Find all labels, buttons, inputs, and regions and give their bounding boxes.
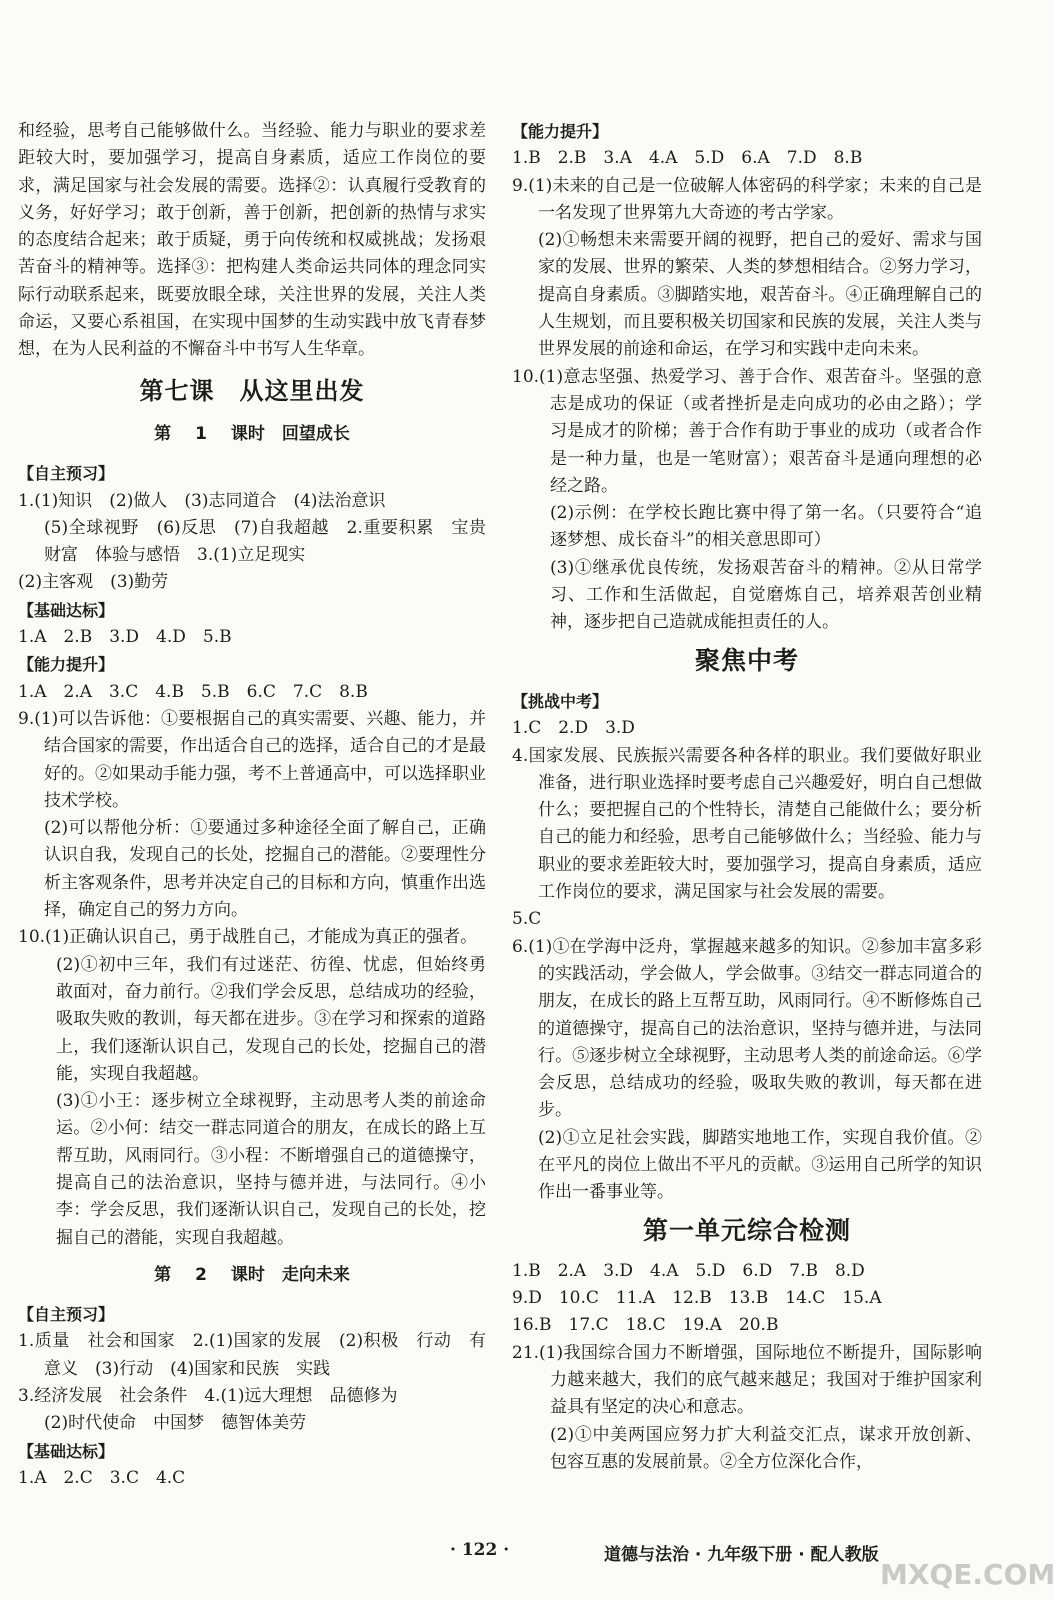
focus-title: 聚焦中考 <box>694 645 799 675</box>
section-label-nengli: 【能力提升】 <box>18 655 115 675</box>
answer-paragraph: (2)①中美两国应努力扩大利益交汇点，谋求开放创新、包容互惠的发展前景。②全方位深化合作， <box>550 1424 982 1472</box>
answer-line: (2)主客观 (3)勤劳 <box>18 572 169 593</box>
section-label-zizhu: 【自主预习】 <box>18 1305 115 1325</box>
answer-line: (5)全球视野 (6)反思 (7)自我超越 2.重要积累 宝贵财富 体验与感悟 3.(1)立足现实 <box>44 517 486 566</box>
answer-paragraph: 9.(1)未来的自己是一位破解人体密码的科学家；未来的自己是一名发现了世界第九大奇迹的考古学家。 <box>512 175 982 223</box>
answer-paragraph: (2)①畅想未来需要开阔的视野，把自己的爱好、需求与国家的发展、世界的繁荣、人类的梦想相结合。②努力学习，提高自身素质。③脚踏实地，艰苦奋斗。④正确理解自己的人生规划，而且要积极关切国家和民族的发展，关注人类与世界发展的前途和命运，在学习和实践中走向未来。 <box>538 230 982 360</box>
unit-test-title: 第一单元综合检测 <box>642 1215 851 1245</box>
answer-line: 5.C <box>512 909 542 930</box>
answer-line: 1.A 2.B 3.D 4.D 5.B <box>18 627 232 648</box>
answer-paragraph: (3)①继承优良传统，发扬艰苦奋斗的精神。②从日常学习、工作和生活做起，自觉磨炼自己，培养艰苦创业精神，逐步把自己造就成能担责任的人。 <box>550 557 982 633</box>
left-column <box>18 118 486 1492</box>
page-number: · 122 · <box>450 1540 510 1560</box>
lesson-title: 第七课 从这里出发 <box>139 376 365 405</box>
answer-line: 1.B 2.A 3.D 4.A 5.D 6.D 7.B 8.D <box>512 1260 865 1281</box>
answer-line: 3.经济发展 社会条件 4.(1)远大理想 品德修为 <box>18 1386 398 1407</box>
answer-line: 16.B 17.C 18.C 19.A 20.B <box>512 1315 779 1336</box>
section-label-zizhu: 【自主预习】 <box>18 464 115 484</box>
section-label-jichu: 【基础达标】 <box>18 600 115 620</box>
intro-paragraph: 和经验，思考自己能够做什么。当经验、能力与职业的要求差距较大时，要加强学习，提高自身素质，适应工作岗位的要求，满足国家与社会发展的需要。选择②：认真履行受教育的义务，好好学习；敢于创新，善于创新，把创新的热情与求实的态度结合起来；敢于质疑，勇于向传统和权威挑战；发扬艰苦奋斗的精神等。选择③：把构建人类命运共同体的理念同实际行动联系起来，既要放眼全球，关注世界的发展，关注人类命运，又要心系祖国，在实现中国梦的生动实践中放飞青春梦想，在为人民利益的不懈奋斗中书写人生华章。 <box>18 121 486 360</box>
book-title: 道德与法治 · 九年级下册 · 配人教版 <box>604 1545 879 1565</box>
answer-line: 1.A 2.A 3.C 4.B 5.B 6.C 7.C 8.B <box>18 681 368 702</box>
watermark-logo: MXQE.COM <box>880 1558 1055 1591</box>
right-column <box>512 118 982 1476</box>
section-label-jichu: 【基础达标】 <box>18 1441 115 1461</box>
answer-paragraph: 10.(1)意志坚强、热爱学习、善于合作、艰苦奋斗。坚强的意志是成功的保证（或者挫折是走向成功的必由之路）；学习是成才的阶梯；善于合作有助于事业的成功（或者合作是一种力量，也是一笔财富）；艰苦奋斗是通向理想的必经之路。 <box>512 366 982 496</box>
answer-paragraph: 6.(1)①在学海中泛舟，掌握越来越多的知识。②参加丰富多彩的实践活动，学会做人，学会做事。③结交一群志同道合的朋友，在成长的路上互帮互助，风雨同行。④不断修炼自己的道德操守，提高自己的法治意识，坚持与德并进，与法同行。⑤逐步树立全球视野，主动思考人类的前途命运。⑥学会反思，总结成功的经验，吸取失败的教训，每天都在进步。 <box>512 936 982 1121</box>
answer-paragraph: 10.(1)正确认识自己，勇于战胜自己，才能成为真正的强者。 <box>18 927 478 948</box>
answer-line: 9.D 10.C 11.A 12.B 13.B 14.C 15.A <box>512 1288 882 1309</box>
answer-paragraph: (3)①小王：逐步树立全球视野，主动思考人类的前途命运。②小何：结交一群志同道合的朋友，在成长的路上互帮互助，风雨同行。③小程：不断增强自己的道德操守，提高自己的法治意识，坚持与德并进，与法同行。④小李：学会反思，我们逐渐认识自己，发现自己的长处，挖掘自己的潜能，实现自我超越。 <box>56 1091 486 1248</box>
period1-title: 第 1 课时 回望成长 <box>154 423 350 444</box>
answer-paragraph: (2)可以帮他分析：①要通过多种途径全面了解自己，正确认识自我，发现自己的长处，挖掘自己的潜能。②要理性分析主客观条件，思考并决定自己的目标和方向，慎重作出选择，确定自己的努力方向。 <box>44 818 486 921</box>
answer-line: 1.A 2.C 3.C 4.C <box>18 1467 186 1488</box>
answer-line: 1.质量 社会和国家 2.(1)国家的发展 (2)积极 行动 有意义 (3)行动 (4)国家和民族 实践 <box>18 1331 486 1379</box>
answer-line: 1.C 2.D 3.D <box>512 718 635 739</box>
period2-title: 第 2 课时 走向未来 <box>154 1264 350 1285</box>
answer-paragraph: (2)①立足社会实践，脚踏实地地工作，实现自我价值。②在平凡的岗位上做出不平凡的贡献。③运用自己所学的知识作出一番事业等。 <box>538 1127 982 1203</box>
answer-paragraph: 4.国家发展、民族振兴需要各种各样的职业。我们要做好职业准备，进行职业选择时要考虑自己兴趣爱好，明白自己想做什么；要把握自己的个性特长，清楚自己能做什么；要分析自己的能力和经验，思考自己能够做什么；当经验、能力与职业的要求差距较大时，要加强学习，提高自身素质，适应工作岗位的要求，满足国家与社会发展的需要。 <box>512 745 982 903</box>
answer-line: (2)时代使命 中国梦 德智体美劳 <box>44 1413 307 1434</box>
answer-paragraph: 21.(1)我国综合国力不断增强，国际地位不断提升，国际影响力越来越大，我们的底气越来越足；我国对于维护国家利益具有坚定的决心和意志。 <box>512 1342 982 1418</box>
answer-paragraph: (2)示例：在学校长跑比赛中得了第一名。（只要符合“追逐梦想、成长奋斗”的相关意思即可） <box>550 503 982 551</box>
answer-paragraph: (2)①初中三年，我们有过迷茫、彷徨、忧虑，但始终勇敢面对，奋力前行。②我们学会反思，总结成功的经验，吸取失败的教训，每天都在进步。③在学习和探索的道路上，我们逐渐认识自己，发现自己的长处，挖掘自己的潜能，实现自我超越。 <box>56 954 486 1084</box>
section-label-nengli: 【能力提升】 <box>512 122 609 141</box>
answer-line: 1.(1)知识 (2)做人 (3)志同道合 (4)法治意识 <box>18 490 386 511</box>
section-label-tiaozhan: 【挑战中考】 <box>512 691 609 711</box>
answer-paragraph: 9.(1)可以告诉他：①要根据自己的真实需要、兴趣、能力，并结合国家的需要，作出适合自己的选择，适合自己的才是最好的。②如果动手能力强，考不上普通高中，可以选择职业技术学校。 <box>18 708 486 811</box>
answer-line: 1.B 2.B 3.A 4.A 5.D 6.A 7.D 8.B <box>512 148 863 169</box>
